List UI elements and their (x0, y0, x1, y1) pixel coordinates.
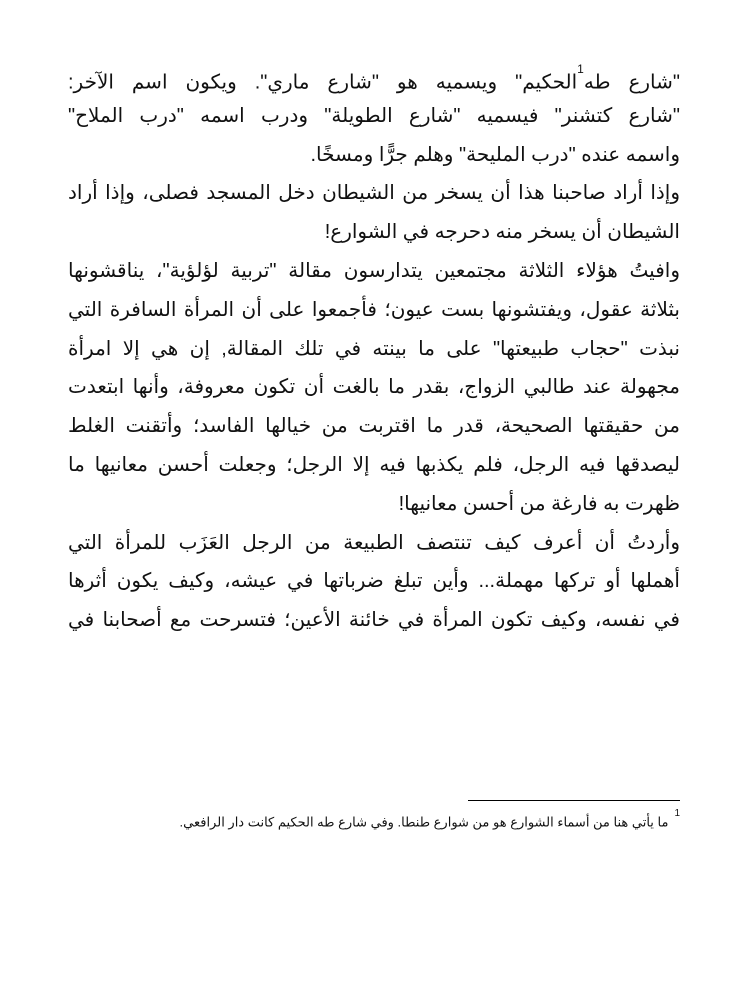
footnote-text: ما يأتي هنا من أسماء الشوارع هو من شوارع طنطا. وفي شارع طه الحكيم كانت دار الرافعي. (179, 814, 669, 830)
paragraph-3-line-1: وافيتُ هؤلاء الثلاثة مجتمعين يتدارسون مقالة "تربية لؤلؤية"، يناقشونها (68, 259, 680, 282)
footnote (60, 809, 680, 832)
text-segment: "شارع طه (583, 71, 680, 94)
paragraph-4-line-2: أهملها أو تركها مهملة... وأين تبلغ ضرباتها في عيشه، وكيف يكون أثرها (68, 570, 680, 593)
paragraph-2-line-1: وإذا أراد صاحبنا هذا أن يسخر من الشيطان دخل المسجد فصلى، وإذا أراد (68, 182, 680, 205)
paragraph-3-line-7: ظهرت به فارغة من أحسن معانيها! (398, 492, 680, 515)
paragraph-3-line-3: نبذت "حجاب طبيعتها" على ما بينته في تلك المقالة, إن هي إلا امرأة (68, 337, 680, 360)
paragraph-1-line-3: واسمه عنده "درب المليحة" وهلم جرًّا ومسخًا. (310, 143, 680, 166)
paragraph-3-line-2: بثلاثة عقول، ويفتشونها بست عيون؛ فأجمعوا على أن المرأة السافرة التي (68, 298, 680, 321)
footnote-marker: 1 (577, 62, 584, 76)
paragraph-3-line-6: ليصدقها فيه الرجل، فلم يكذبها فيه إلا الرجل؛ وجعلت أحسن معانيها ما (68, 453, 680, 476)
paragraph-3-line-5: من حقيقتها الصحيحة، قدر ما اقتربت من خيالها الفاسد؛ وأتقنت الغلط (68, 415, 680, 438)
footnote-number: 1 (674, 808, 680, 819)
paragraph-2-line-2: الشيطان أن يسخر منه دحرجه في الشوارع! (324, 221, 680, 244)
paragraph-4-line-1: وأردتُ أن أعرف كيف تنتصف الطبيعة من الرجل العَزَب للمرأة التي (68, 531, 680, 554)
footnote-separator (468, 800, 680, 801)
paragraph-1-line-1 (68, 58, 680, 97)
paragraph-4-line-3: في نفسه، وكيف تكون المرأة في خائنة الأعين؛ فتسرحت مع أصحابنا في (68, 609, 680, 632)
paragraph-3-line-4: مجهولة عند طالبي الزواج، بقدر ما بالغت أن تكون معروفة، وأنها ابتعدت (68, 376, 680, 399)
text-segment: الحكيم" ويسميه هو "شارع ماري". ويكون اسم الآخر: (68, 71, 578, 94)
paragraph-1-line-2: "شارع كتشنر" فيسميه "شارع الطويلة" ودرب اسمه "درب الملاح" (68, 104, 680, 127)
body-text (68, 58, 680, 640)
